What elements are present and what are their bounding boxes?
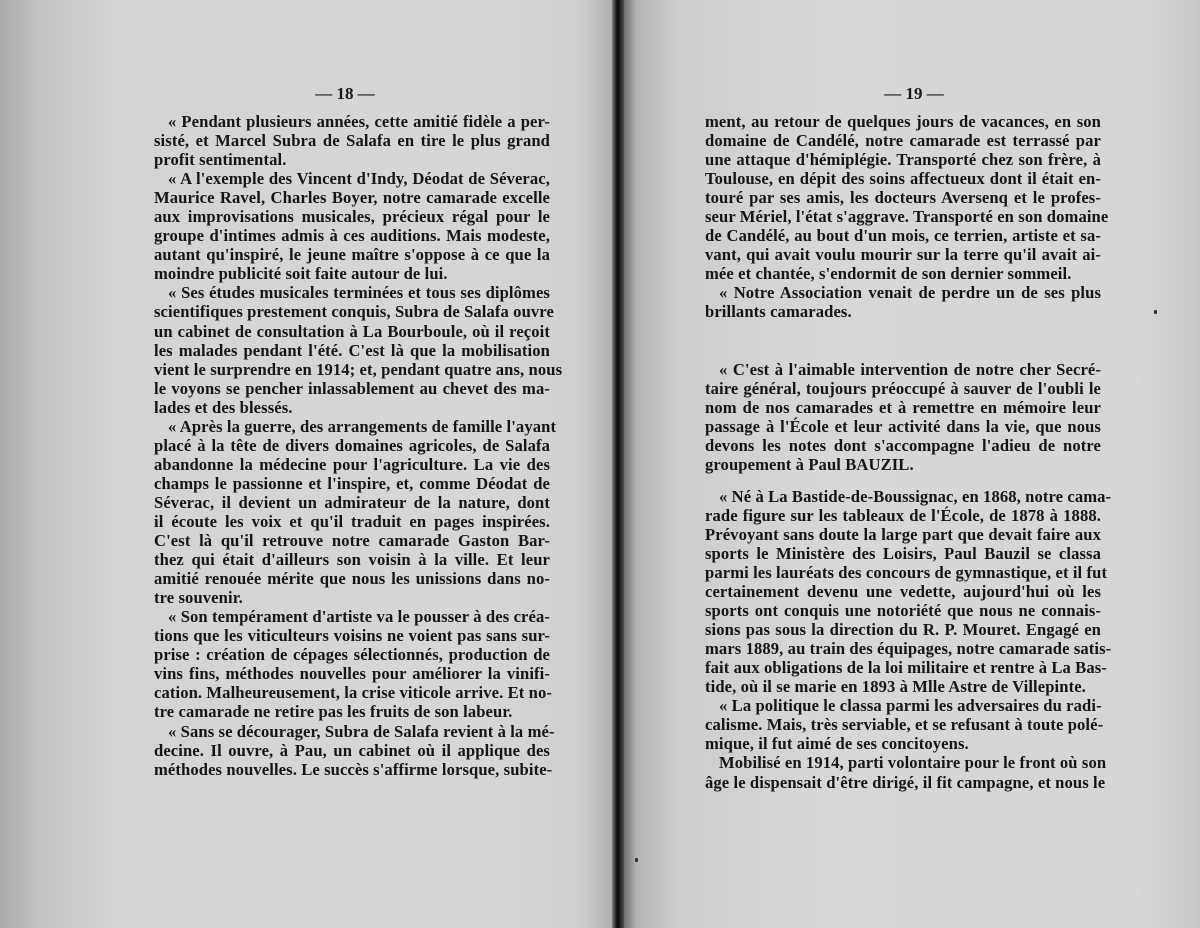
text-line: « Ses études musicales terminées et tous ses diplômes xyxy=(168,283,550,303)
left-page-text xyxy=(154,112,563,779)
text-line: mique, il fut aimé de ses concitoyens. xyxy=(705,734,969,754)
text-line: autant qu'inspiré, le jeune maître s'oppose à ce que la xyxy=(154,245,550,265)
text-line: sions pas sous la direction du R. P. Mouret. Engagé en xyxy=(705,620,1101,640)
page-number-right: — 19 — xyxy=(884,84,944,103)
text-line: moindre publicité soit faite autour de lui. xyxy=(154,264,448,284)
text-line: sisté, et Marcel Subra de Salafa en tire le plus grand xyxy=(154,131,550,151)
section-gap-small xyxy=(705,474,1101,487)
text-line: de Candélé, au bout d'un mois, ce terrien, artiste et sa- xyxy=(705,226,1101,246)
text-line: « A l'exemple des Vincent d'Indy, Déodat de Séverac, xyxy=(168,169,550,189)
text-line: champs le passionne et l'inspire, et, comme Déodat de xyxy=(154,473,550,493)
text-line: cation. Malheureusement, la crise viticole arrive. Et no- xyxy=(154,683,553,703)
paragraph-block-1 xyxy=(705,112,1109,322)
text-line: taire général, toujours préoccupé à sauver de l'oubli le xyxy=(705,378,1101,398)
text-line: thez qui était d'ailleurs son voisin à la ville. Et leur xyxy=(154,550,550,570)
text-line: vins fins, méthodes nouvelles pour améliorer la vinifi- xyxy=(154,664,550,684)
text-line: « Son tempérament d'artiste va le pousser à des créa- xyxy=(168,607,550,627)
text-line: « C'est à l'aimable intervention de notre cher Secré- xyxy=(719,359,1101,379)
text-line: méthodes nouvelles. Le succès s'affirme lorsque, subite- xyxy=(154,759,553,779)
paragraph-block-2 xyxy=(705,360,1101,474)
text-line: abandonne la médecine pour l'agriculture. La vie des xyxy=(154,454,550,474)
text-line: « Après la guerre, des arrangements de famille l'ayant xyxy=(168,416,557,436)
text-line: profit sentimental. xyxy=(154,150,287,170)
text-line: rade figure sur les tableaux de l'École, de 1878 à 1888. xyxy=(705,505,1101,525)
text-line: tre souvenir. xyxy=(154,588,243,608)
text-line: Maurice Ravel, Charles Boyer, notre camarade excelle xyxy=(154,188,550,208)
text-line: passage à l'École et leur activité dans la vie, que nous xyxy=(705,416,1101,436)
text-line: parmi les lauréats des concours de gymnastique, et il fut xyxy=(705,562,1108,582)
text-line: C'est là qu'il retrouve notre camarade Gaston Bar- xyxy=(154,531,550,551)
text-line: tre camarade ne retire pas les fruits de son labeur. xyxy=(154,702,513,722)
text-line: le voyons se pencher inlassablement au chevet des ma- xyxy=(154,378,550,398)
text-line: tide, où il se marie en 1893 à Mlle Astre de Villepinte. xyxy=(705,677,1086,697)
text-line: sports le Ministère des Loisirs, Paul Bauzil se classa xyxy=(705,543,1101,563)
text-line: âge le dispensait d'être dirigé, il fit campagne, et nous le xyxy=(705,772,1106,792)
right-page-text xyxy=(705,112,1112,792)
book-gutter xyxy=(612,0,624,928)
text-line: vant, qui avait voulu mourir sur la terre qu'il avait ai- xyxy=(705,245,1101,265)
text-line: « Né à La Bastide-de-Boussignac, en 1868, notre cama- xyxy=(719,486,1112,506)
section-gap xyxy=(705,322,1101,360)
text-line: amitié renouée mérite que nous les unissions dans no- xyxy=(154,569,550,589)
text-line: les malades pendant l'été. C'est là que la mobilisation xyxy=(154,340,550,360)
text-line: mée et chantée, s'endormit de son dernier sommeil. xyxy=(705,264,1072,284)
text-line: « Notre Association venait de perdre un de ses plus xyxy=(719,283,1101,303)
text-line: lades et des blessés. xyxy=(154,397,293,417)
paper-speck xyxy=(1154,310,1157,314)
text-line: aux improvisations musicales, précieux régal pour le xyxy=(154,207,550,227)
text-line: un cabinet de consultation à La Bourboule, où il reçoit xyxy=(154,321,550,341)
text-line: devons les notes dont s'accompagne l'adieu de notre xyxy=(705,435,1101,455)
text-line: prise : création de cépages sélectionnés, production de xyxy=(154,645,550,665)
text-line: Toulouse, en dépit des soins affectueux dont il était en- xyxy=(705,169,1101,189)
text-line: Prévoyant sans doute la large part que devait faire aux xyxy=(705,524,1101,544)
text-line: calisme. Mais, très serviable, et se refusant à toute polé- xyxy=(705,715,1104,735)
text-line: groupement à Paul BAUZIL. xyxy=(705,454,914,474)
text-line: Séverac, il devient un admirateur de la nature, dont xyxy=(154,492,550,512)
text-line: mars 1889, au train des équipages, notre camarade satis- xyxy=(705,639,1112,659)
text-line: certainement devenu une vedette, aujourd'hui où les xyxy=(705,582,1101,602)
text-line: sports ont conquis une notoriété que nous ne connais- xyxy=(705,601,1101,621)
text-line: touré par ses amis, les docteurs Aversenq et le profes- xyxy=(705,188,1101,208)
text-line: « Sans se décourager, Subra de Salafa revient à la mé- xyxy=(168,721,555,741)
text-line: une attaque d'hémiplégie. Transporté chez son frère, à xyxy=(705,150,1101,170)
text-line: ment, au retour de quelques jours de vacances, en son xyxy=(705,112,1101,131)
text-line: tions que les viticulteurs voisins ne voient pas sans sur- xyxy=(154,626,550,646)
text-line: groupe d'intimes admis à ces auditions. Mais modeste, xyxy=(154,226,550,246)
page-number-left: — 18 — xyxy=(315,84,375,103)
text-line: brillants camarades. xyxy=(705,302,852,322)
text-line: placé à la tête de divers domaines agricoles, de Salafa xyxy=(154,435,550,455)
paragraph-block-3 xyxy=(705,486,1112,792)
text-line: il écoute les voix et qu'il traduit en pages inspirées. xyxy=(154,511,550,531)
text-line: « La politique le classa parmi les adversaires du radi- xyxy=(719,696,1102,716)
right-page xyxy=(617,0,1200,928)
text-line: vient le surprendre en 1914; et, pendant quatre ans, nous xyxy=(154,359,563,379)
paper-speck xyxy=(635,858,638,862)
text-line: domaine de Candélé, notre camarade est terrassé par xyxy=(705,131,1101,151)
text-line: Mobilisé en 1914, parti volontaire pour le front où son xyxy=(719,753,1107,773)
text-line: seur Mériel, l'état s'aggrave. Transporté en son domaine xyxy=(705,207,1109,227)
text-line: decine. Il ouvre, à Pau, un cabinet où il applique des xyxy=(154,740,550,760)
text-line: fait aux obligations de la loi militaire et rentre à La Bas- xyxy=(705,658,1107,678)
text-line: nom de nos camarades et à remettre en mémoire leur xyxy=(705,397,1101,417)
text-line: « Pendant plusieurs années, cette amitié fidèle a per- xyxy=(168,112,550,131)
text-line: scientifiques prestement conquis, Subra de Salafa ouvre xyxy=(154,302,554,322)
